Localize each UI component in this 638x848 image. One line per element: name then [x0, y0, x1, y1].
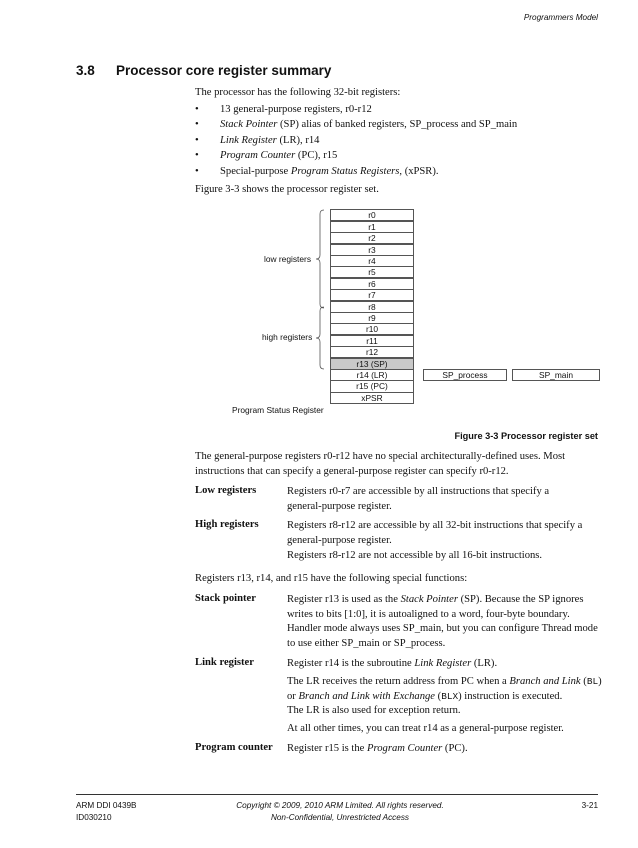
register-r5: r5: [330, 266, 414, 278]
register-bullet-list: [195, 102, 517, 179]
general-purpose-paragraph: The general-purpose registers r0-r12 have no special architecturally-defined uses. Most instructions that can specify a general-purpose register can specify r0-r12.: [195, 451, 566, 477]
def-stack-pointer: Register r13 is used as the Stack Pointer (SP). Because the SP ignores writes to bits [1:0], it is autoaligned to a word, four-byte boundary.: [287, 594, 584, 620]
register-r6: r6: [330, 278, 414, 290]
register-r13-sp: r13 (SP): [330, 358, 414, 370]
footer-copyright: Copyright © 2009, 2010 ARM Limited. All rights reserved. Non-Confidential, Unrestricted Access: [236, 801, 444, 822]
low-registers-brace: [314, 209, 326, 309]
def-high-registers-note: Registers r8-r12 are not accessible by all 16-bit instructions.: [287, 550, 543, 561]
list-item: • Special-purpose Program Status Registers, (xPSR).: [195, 165, 439, 177]
list-item: • 13 general-purpose registers, r0-r12: [195, 104, 372, 115]
def-link-register-exception: The LR is also used for exception return.: [287, 705, 461, 716]
def-high-registers: Registers r8-r12 are accessible by all 32-bit instructions that specify a general-purpose register.: [287, 520, 583, 546]
def-link-register-return: The LR receives the return address from PC when a Branch and Link (BL) or Branch and Link with Exchange (BLX) instruction is executed.: [287, 676, 602, 702]
list-item: • Link Register (LR), r14: [195, 134, 320, 146]
register-r11: r11: [330, 335, 414, 347]
section-title: Processor core register summary: [116, 63, 332, 78]
register-xpsr: xPSR: [330, 392, 414, 404]
psr-label: Program Status Register: [232, 405, 324, 415]
register-r14-lr: r14 (LR): [330, 369, 414, 381]
intro-paragraph: The processor has the following 32-bit registers:: [195, 87, 401, 98]
section-number: 3.8: [76, 63, 95, 78]
register-r0: r0: [330, 209, 414, 221]
term-program-counter: Program counter: [195, 742, 273, 753]
def-link-register: Register r14 is the subroutine Link Register (LR).: [287, 658, 498, 669]
term-link-register: Link register: [195, 657, 254, 668]
register-r7: r7: [330, 289, 414, 301]
footer-rule: [76, 794, 598, 795]
footer-doc-id: ARM DDI 0439B ID030210: [76, 801, 137, 822]
figure-caption: Figure 3-3 Processor register set: [454, 431, 598, 441]
def-low-registers: Registers r0-r7 are accessible by all instructions that specify a general-purpose register.: [287, 486, 550, 512]
register-r12: r12: [330, 346, 414, 358]
register-r4: r4: [330, 255, 414, 267]
register-r15-pc: r15 (PC): [330, 380, 414, 392]
register-r10: r10: [330, 323, 414, 335]
register-r1: r1: [330, 221, 414, 233]
register-r2: r2: [330, 232, 414, 244]
banked-sp-process: SP_process: [423, 369, 507, 381]
def-program-counter: Register r15 is the Program Counter (PC).: [287, 743, 468, 754]
special-functions-paragraph: Registers r13, r14, and r15 have the following special functions:: [195, 573, 468, 584]
running-header: Programmers Model: [523, 13, 598, 22]
high-registers-label: high registers: [262, 332, 313, 342]
figure-reference: Figure 3-3 shows the processor register set.: [195, 184, 379, 195]
register-r3: r3: [330, 244, 414, 256]
footer-page-number: 3-21: [581, 801, 598, 810]
register-r8: r8: [330, 301, 414, 313]
register-column: [330, 210, 414, 404]
banked-sp-main: SP_main: [512, 369, 600, 381]
register-r9: r9: [330, 312, 414, 324]
def-stack-pointer-modes: Handler mode always uses SP_main, but you can configure Thread mode to use either SP_main or SP_process.: [287, 623, 598, 649]
def-link-register-general: At all other times, you can treat r14 as a general-purpose register.: [287, 723, 564, 734]
list-item: • Stack Pointer (SP) alias of banked registers, SP_process and SP_main: [195, 119, 518, 131]
high-registers-brace: [314, 306, 326, 370]
list-item: • Program Counter (PC), r15: [195, 150, 338, 162]
term-high-registers: High registers: [195, 519, 259, 530]
low-registers-label: low registers: [264, 254, 312, 264]
term-low-registers: Low registers: [195, 485, 257, 496]
term-stack-pointer: Stack pointer: [195, 593, 256, 604]
